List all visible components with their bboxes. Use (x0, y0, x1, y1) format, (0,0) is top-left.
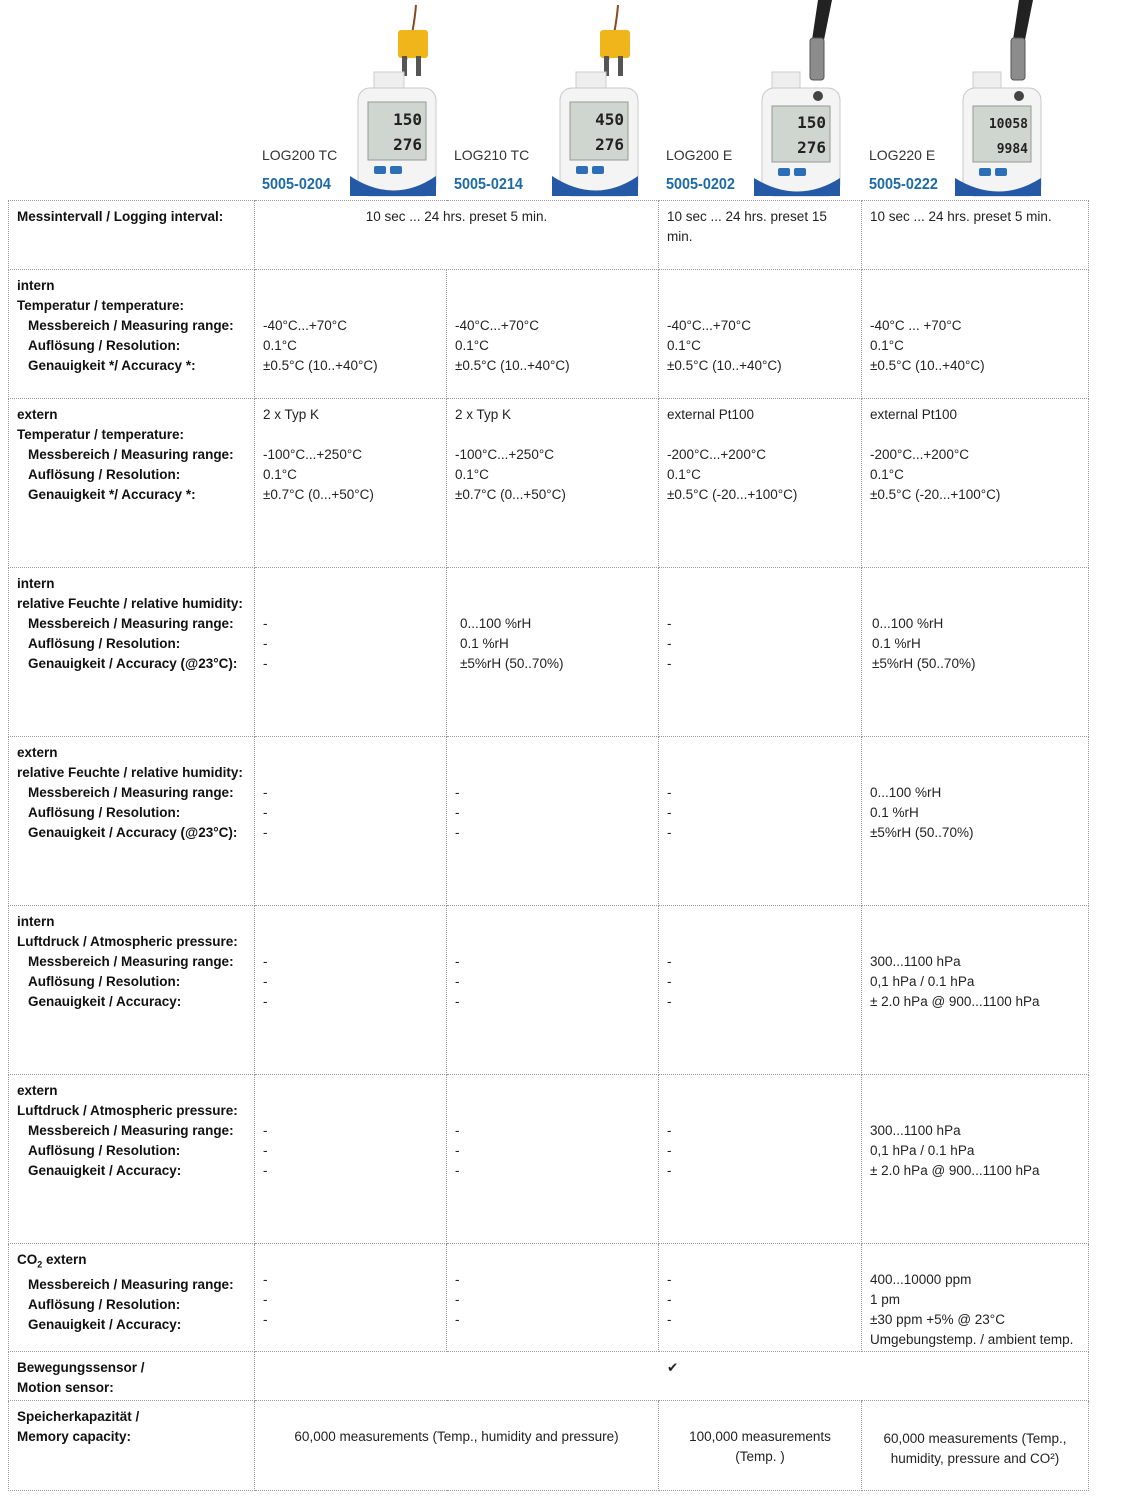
value-cell: 400...10000 ppm 1 pm ±30 ppm +5% @ 23°C Umgebungstemp. / ambient temp. (862, 1244, 1089, 1352)
lcd-line-2: 276 (595, 135, 624, 154)
label-external-temperature: extern Temperatur / temperature: Messbereich / Measuring range: Auflösung / Resolution: Genauigkeit */ Accuracy *: (9, 399, 255, 568)
lcd-line-2: 276 (797, 138, 826, 157)
value-cell: - - - (447, 1244, 659, 1352)
value-cell: -40°C...+70°C 0.1°C ±0.5°C (10..+40°C) (255, 270, 447, 399)
label-internal-temperature: intern Temperatur / temperature: Messbereich / Measuring range: Auflösung / Resolution: Genauigkeit */ Accuracy *: (9, 270, 255, 399)
lcd-line-2: 276 (393, 135, 422, 154)
value-cell: 300...1100 hPa 0,1 hPa / 0.1 hPa ± 2.0 hPa @ 900...1100 hPa (862, 906, 1089, 1075)
value-cell: - - - (447, 906, 659, 1075)
lcd-line-2: 9984 (996, 142, 1028, 157)
value-cell: external Pt100 -200°C...+200°C 0.1°C ±0.5°C (-20...+100°C) (659, 399, 862, 568)
row-logging-interval (9, 201, 1089, 270)
lcd-line-1: 450 (595, 110, 624, 129)
value-cell: -40°C...+70°C 0.1°C ±0.5°C (10..+40°C) (447, 270, 659, 399)
value-interval-log220e: 10 sec ... 24 hrs. preset 5 min. (862, 201, 1089, 270)
value-cell: 300...1100 hPa 0,1 hPa / 0.1 hPa ± 2.0 hPa @ 900...1100 hPa (862, 1075, 1089, 1244)
row-memory-capacity (9, 1401, 1089, 1491)
value-cell: 0...100 %rH 0.1 %rH ±5%rH (50..70%) (862, 568, 1089, 737)
spec-table (8, 200, 1089, 1491)
row-internal-pressure (9, 906, 1089, 1075)
probe-logger-image (949, 0, 1049, 200)
row-internal-humidity (9, 568, 1089, 737)
lcd-line-1: 10058 (988, 117, 1028, 132)
value-cell: 0...100 %rH 0.1 %rH ±5%rH (50..70%) (862, 737, 1089, 906)
value-memory-log200e: 100,000 measurements (Temp. ) (659, 1401, 862, 1491)
row-external-temperature (9, 399, 1089, 568)
product-model: LOG200 TC (262, 147, 338, 163)
value-cell: - - - (255, 1244, 447, 1352)
row-motion-sensor (9, 1352, 1089, 1401)
label-external-pressure: extern Luftdruck / Atmospheric pressure: Messbereich / Measuring range: Auflösung / Resolution: Genauigkeit / Accuracy: (9, 1075, 255, 1244)
lcd-line-1: 150 (797, 113, 826, 132)
value-cell: - - - (659, 1244, 862, 1352)
value-cell: - - - (659, 568, 862, 737)
product-model: LOG210 TC (454, 147, 530, 163)
label-internal-humidity: intern relative Feuchte / relative humidity: Messbereich / Measuring range: Auflösung / Resolution: Genauigkeit / Accuracy (@23°C): (9, 568, 255, 737)
product-model: LOG200 E (666, 147, 733, 163)
thermocouple-logger-image (344, 0, 444, 200)
value-memory-log220e: 60,000 measurements (Temp., humidity, pressure and CO²) (862, 1401, 1089, 1491)
product-part-number: 5005-0204 (262, 176, 331, 193)
label-motion-sensor: Bewegungssensor / Motion sensor: (9, 1352, 255, 1401)
value-cell: -40°C ... +70°C 0.1°C ±0.5°C (10..+40°C) (862, 270, 1089, 399)
value-cell: - - - (255, 737, 447, 906)
thermocouple-logger-image (546, 0, 646, 200)
row-external-humidity (9, 737, 1089, 906)
value-cell: - - - (255, 906, 447, 1075)
label-memory-capacity: Speicherkapazität / Memory capacity: (9, 1401, 255, 1491)
product-header (0, 0, 1121, 200)
value-cell: - - - (255, 1075, 447, 1244)
product-part-number: 5005-0214 (454, 176, 523, 193)
value-interval-tc: 10 sec ... 24 hrs. preset 5 min. (255, 201, 659, 270)
label-logging-interval: Messintervall / Logging interval: (9, 201, 255, 270)
row-internal-temperature (9, 270, 1089, 399)
value-cell: 2 x Typ K -100°C...+250°C 0.1°C ±0.7°C (0...+50°C) (255, 399, 447, 568)
value-cell: external Pt100 -200°C...+200°C 0.1°C ±0.5°C (-20...+100°C) (862, 399, 1089, 568)
product-model: LOG220 E (869, 147, 936, 163)
label-external-humidity: extern relative Feuchte / relative humidity: Messbereich / Measuring range: Auflösung / Resolution: Genauigkeit / Accuracy (@23°C): (9, 737, 255, 906)
value-cell: - - - (447, 737, 659, 906)
row-co2 (9, 1244, 1089, 1352)
value-cell: 2 x Typ K -100°C...+250°C 0.1°C ±0.7°C (0...+50°C) (447, 399, 659, 568)
value-cell: - - - (659, 737, 862, 906)
value-cell: - - - (659, 1075, 862, 1244)
value-cell: - - - (255, 568, 447, 737)
label-co2: $CO_2$ extern Messbereich / Measuring range: Auflösung / Resolution: Genauigkeit / Accuracy: (9, 1244, 255, 1352)
value-memory-tc: 60,000 measurements (Temp., humidity and pressure) (255, 1401, 659, 1491)
value-cell: - - - (659, 906, 862, 1075)
lcd-line-1: 150 (393, 110, 422, 129)
probe-logger-image (748, 0, 848, 200)
product-part-number: 5005-0222 (869, 176, 938, 193)
row-external-pressure (9, 1075, 1089, 1244)
value-interval-log200e: 10 sec ... 24 hrs. preset 15 min. (659, 201, 862, 270)
value-cell: - - - (447, 1075, 659, 1244)
motion-check-icon: ✔ (255, 1352, 1089, 1401)
label-internal-pressure: intern Luftdruck / Atmospheric pressure: Messbereich / Measuring range: Auflösung / Resolution: Genauigkeit / Accuracy: (9, 906, 255, 1075)
value-cell: -40°C...+70°C 0.1°C ±0.5°C (10..+40°C) (659, 270, 862, 399)
value-cell: 0...100 %rH 0.1 %rH ±5%rH (50..70%) (447, 568, 659, 737)
product-part-number: 5005-0202 (666, 176, 735, 193)
